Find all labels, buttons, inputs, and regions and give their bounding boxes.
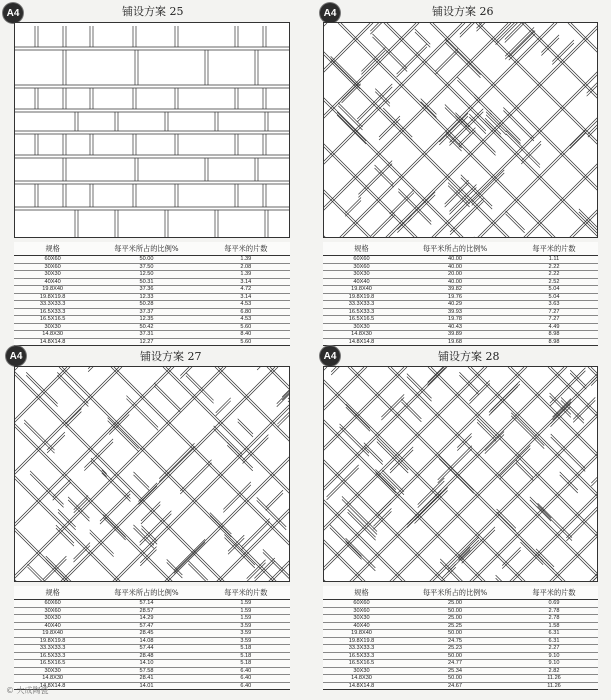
- ratio-cell: 25.00: [400, 615, 510, 623]
- size-cell: 40X40: [323, 622, 400, 630]
- count-cell: 6.31: [510, 637, 598, 645]
- size-cell: 30X30: [14, 615, 91, 623]
- count-cell: 1.59: [202, 607, 290, 615]
- panel-title: 铺设方案 26: [432, 5, 494, 18]
- count-cell: 2.22: [510, 271, 598, 279]
- table-row: [14, 278, 290, 286]
- table-row: [14, 316, 290, 324]
- ratio-cell: 57.58: [91, 667, 201, 675]
- count-cell: 2.27: [510, 645, 598, 653]
- size-cell: 30X30: [14, 323, 91, 331]
- ratio-cell: 25.25: [400, 622, 510, 630]
- count-cell: 1.11: [510, 256, 598, 264]
- count-cell: 6.80: [202, 308, 290, 316]
- panel-title: 铺设方案 28: [438, 350, 500, 363]
- count-cell: 2.22: [510, 263, 598, 271]
- table-row: [323, 323, 598, 331]
- table-row: [323, 293, 598, 301]
- table-row: [323, 607, 598, 615]
- count-cell: 5.18: [202, 652, 290, 660]
- count-cell: 4.53: [202, 316, 290, 324]
- count-cell: 5.18: [202, 645, 290, 653]
- ratio-cell: 50.31: [91, 278, 201, 286]
- ratio-cell: 37.50: [91, 263, 201, 271]
- spec-table: [323, 586, 598, 690]
- count-cell: 3.14: [202, 293, 290, 301]
- count-cell: 5.60: [202, 323, 290, 331]
- column-header: 规格: [14, 586, 91, 600]
- watermark: © 大成陶瓷: [6, 686, 49, 695]
- table-header-row: [14, 242, 290, 256]
- table-header-row: [323, 586, 598, 600]
- table-row: [323, 682, 598, 690]
- ratio-cell: 25.23: [400, 645, 510, 653]
- a4-badge: A4: [320, 346, 340, 366]
- count-cell: 0.69: [510, 600, 598, 608]
- table-row: [14, 263, 290, 271]
- ratio-cell: 28.41: [91, 675, 201, 683]
- spec-table: [14, 586, 290, 690]
- table-row: [323, 278, 598, 286]
- size-cell: 30X30: [14, 667, 91, 675]
- count-cell: 4.72: [202, 286, 290, 294]
- ratio-cell: 24.67: [400, 682, 510, 690]
- table-row: [14, 645, 290, 653]
- table-row: [323, 645, 598, 653]
- size-cell: 40X40: [14, 622, 91, 630]
- ratio-cell: 25.00: [400, 600, 510, 608]
- column-header: 每平米所占的比例%: [91, 242, 201, 256]
- table-row: [323, 301, 598, 309]
- size-cell: 30X60: [14, 607, 91, 615]
- size-cell: 30X60: [14, 263, 91, 271]
- ratio-cell: 28.45: [91, 630, 201, 638]
- ratio-cell: 19.68: [400, 338, 510, 346]
- size-cell: 60X60: [14, 600, 91, 608]
- table-row: [14, 630, 290, 638]
- count-cell: 3.63: [510, 301, 598, 309]
- size-cell: 19.8X40: [323, 630, 400, 638]
- size-cell: 19.8X40: [14, 630, 91, 638]
- size-cell: 30X30: [323, 667, 400, 675]
- column-header: 规格: [323, 242, 400, 256]
- table-row: [14, 331, 290, 339]
- column-header: 每平米所占的比例%: [400, 242, 510, 256]
- table-row: [14, 660, 290, 668]
- size-cell: 40X40: [323, 278, 400, 286]
- count-cell: 4.53: [202, 301, 290, 309]
- a4-badge: A4: [3, 3, 23, 23]
- count-cell: 5.60: [202, 338, 290, 346]
- column-header: 每平米的片数: [510, 586, 598, 600]
- ratio-cell: 14.08: [91, 637, 201, 645]
- table-row: [323, 316, 598, 324]
- size-cell: 30X30: [14, 271, 91, 279]
- size-cell: 16.5X16.5: [323, 316, 400, 324]
- table-row: [14, 286, 290, 294]
- column-header: 每平米的片数: [510, 242, 598, 256]
- size-cell: 60X60: [323, 256, 400, 264]
- table-row: [14, 308, 290, 316]
- count-cell: 8.40: [202, 331, 290, 339]
- count-cell: 9.10: [510, 660, 598, 668]
- size-cell: 30X30: [323, 323, 400, 331]
- count-cell: 5.18: [202, 660, 290, 668]
- count-cell: 8.98: [510, 338, 598, 346]
- ratio-cell: 50.00: [400, 652, 510, 660]
- table-header-row: [323, 242, 598, 256]
- a4-badge: A4: [6, 346, 26, 366]
- size-cell: 16.5X16.5: [14, 316, 91, 324]
- count-cell: 2.78: [510, 607, 598, 615]
- ratio-cell: 24.75: [400, 637, 510, 645]
- count-cell: 6.31: [510, 630, 598, 638]
- ratio-cell: 39.93: [400, 308, 510, 316]
- table-row: [323, 271, 598, 279]
- column-header: 规格: [323, 586, 400, 600]
- size-cell: 14.8X14.8: [323, 338, 400, 346]
- count-cell: 1.39: [202, 256, 290, 264]
- a4-badge: A4: [320, 3, 340, 23]
- size-cell: 16.5X33.3: [323, 652, 400, 660]
- size-cell: 19.8X40: [323, 286, 400, 294]
- ratio-cell: 40.00: [400, 263, 510, 271]
- size-cell: 40X40: [14, 278, 91, 286]
- ratio-cell: 28.48: [91, 652, 201, 660]
- ratio-cell: 14.01: [91, 682, 201, 690]
- count-cell: 6.40: [202, 667, 290, 675]
- count-cell: 1.59: [202, 615, 290, 623]
- count-cell: 1.59: [202, 600, 290, 608]
- size-cell: 19.8X40: [14, 286, 91, 294]
- table-row: [323, 331, 598, 339]
- size-cell: 19.8X19.8: [14, 293, 91, 301]
- table-row: [323, 622, 598, 630]
- ratio-cell: 40.00: [400, 256, 510, 264]
- size-cell: 19.8X19.8: [14, 637, 91, 645]
- ratio-cell: 12.33: [91, 293, 201, 301]
- size-cell: 60X60: [323, 600, 400, 608]
- count-cell: 3.59: [202, 622, 290, 630]
- size-cell: 16.5X33.3: [323, 308, 400, 316]
- panel-title: 铺设方案 25: [122, 5, 184, 18]
- ratio-cell: 12.27: [91, 338, 201, 346]
- ratio-cell: 40.00: [400, 278, 510, 286]
- ratio-cell: 28.57: [91, 607, 201, 615]
- ratio-cell: 14.10: [91, 660, 201, 668]
- count-cell: 3.59: [202, 630, 290, 638]
- table-row: [323, 615, 598, 623]
- ratio-cell: 50.00: [91, 256, 201, 264]
- ratio-cell: 37.31: [91, 331, 201, 339]
- count-cell: 3.14: [202, 278, 290, 286]
- count-cell: 6.40: [202, 682, 290, 690]
- table-row: [323, 256, 598, 264]
- table-row: [14, 271, 290, 279]
- column-header: 每平米所占的比例%: [400, 586, 510, 600]
- table-row: [14, 323, 290, 331]
- size-cell: 19.8X19.8: [323, 637, 400, 645]
- size-cell: 14.8X30: [14, 331, 91, 339]
- size-cell: 14.8X30: [323, 675, 400, 683]
- table-row: [323, 263, 598, 271]
- table-row: [14, 600, 290, 608]
- ratio-cell: 19.78: [400, 316, 510, 324]
- ratio-cell: 12.50: [91, 271, 201, 279]
- size-cell: 14.8X30: [323, 331, 400, 339]
- table-row: [14, 607, 290, 615]
- table-row: [323, 667, 598, 675]
- table-row: [14, 675, 290, 683]
- ratio-cell: 37.36: [91, 286, 201, 294]
- count-cell: 9.10: [510, 652, 598, 660]
- ratio-cell: 25.34: [400, 667, 510, 675]
- column-header: 每平米的片数: [202, 586, 290, 600]
- ratio-cell: 37.37: [91, 308, 201, 316]
- size-cell: 33.3X33.3: [323, 301, 400, 309]
- ratio-cell: 12.35: [91, 316, 201, 324]
- size-cell: 14.8X14.8: [14, 682, 91, 690]
- table-row: [323, 675, 598, 683]
- ratio-cell: 39.82: [400, 286, 510, 294]
- size-cell: 16.5X33.3: [14, 652, 91, 660]
- count-cell: 2.82: [510, 667, 598, 675]
- table-row: [323, 600, 598, 608]
- count-cell: 1.39: [202, 271, 290, 279]
- table-row: [14, 293, 290, 301]
- count-cell: 2.08: [202, 263, 290, 271]
- ratio-cell: 57.14: [91, 600, 201, 608]
- size-cell: 30X60: [323, 263, 400, 271]
- size-cell: 16.5X33.3: [14, 308, 91, 316]
- size-cell: 33.3X33.3: [14, 645, 91, 653]
- panel-title: 铺设方案 27: [140, 350, 202, 363]
- ratio-cell: 19.76: [400, 293, 510, 301]
- ratio-cell: 20.00: [400, 271, 510, 279]
- column-header: 每平米的片数: [202, 242, 290, 256]
- count-cell: 3.59: [202, 637, 290, 645]
- spec-table: [323, 242, 598, 346]
- ratio-cell: 24.77: [400, 660, 510, 668]
- count-cell: 7.27: [510, 308, 598, 316]
- table-row: [323, 637, 598, 645]
- ratio-cell: 50.00: [400, 630, 510, 638]
- count-cell: 8.98: [510, 331, 598, 339]
- tile-pattern-diagonal: [323, 22, 598, 238]
- table-row: [14, 682, 290, 690]
- tile-pattern-straight: [14, 22, 290, 238]
- count-cell: 6.40: [202, 675, 290, 683]
- ratio-cell: 50.00: [400, 607, 510, 615]
- size-cell: 14.8X30: [14, 675, 91, 683]
- size-cell: 30X30: [323, 271, 400, 279]
- table-row: [323, 630, 598, 638]
- count-cell: 11.26: [510, 675, 598, 683]
- table-row: [14, 338, 290, 346]
- size-cell: 14.8X14.8: [323, 682, 400, 690]
- count-cell: 1.58: [510, 622, 598, 630]
- size-cell: 19.8X19.8: [323, 293, 400, 301]
- tile-pattern-diagonal: [323, 366, 598, 582]
- count-cell: 2.78: [510, 615, 598, 623]
- size-cell: 33.3X33.3: [14, 301, 91, 309]
- size-cell: 16.5X16.5: [14, 660, 91, 668]
- size-cell: 30X60: [323, 607, 400, 615]
- count-cell: 11.26: [510, 682, 598, 690]
- ratio-cell: 57.47: [91, 622, 201, 630]
- table-header-row: [14, 586, 290, 600]
- table-row: [323, 660, 598, 668]
- count-cell: 7.27: [510, 316, 598, 324]
- size-cell: 14.8X14.8: [14, 338, 91, 346]
- size-cell: 16.5X16.5: [323, 660, 400, 668]
- column-header: 每平米所占的比例%: [91, 586, 201, 600]
- ratio-cell: 50.00: [400, 675, 510, 683]
- table-row: [323, 652, 598, 660]
- ratio-cell: 50.28: [91, 301, 201, 309]
- table-row: [14, 622, 290, 630]
- count-cell: 5.04: [510, 293, 598, 301]
- ratio-cell: 57.44: [91, 645, 201, 653]
- table-row: [14, 615, 290, 623]
- count-cell: 5.04: [510, 286, 598, 294]
- spec-table: [14, 242, 290, 346]
- size-cell: 30X30: [323, 615, 400, 623]
- column-header: 规格: [14, 242, 91, 256]
- count-cell: 4.49: [510, 323, 598, 331]
- table-row: [323, 286, 598, 294]
- table-row: [14, 667, 290, 675]
- table-row: [323, 308, 598, 316]
- table-row: [14, 637, 290, 645]
- ratio-cell: 39.89: [400, 331, 510, 339]
- table-row: [14, 652, 290, 660]
- size-cell: 33.3X33.3: [323, 645, 400, 653]
- size-cell: 60X60: [14, 256, 91, 264]
- ratio-cell: 14.29: [91, 615, 201, 623]
- ratio-cell: 50.42: [91, 323, 201, 331]
- ratio-cell: 40.29: [400, 301, 510, 309]
- ratio-cell: 40.43: [400, 323, 510, 331]
- table-row: [14, 301, 290, 309]
- tile-pattern-diagonal: [14, 366, 290, 582]
- table-row: [323, 338, 598, 346]
- count-cell: 2.52: [510, 278, 598, 286]
- table-row: [14, 256, 290, 264]
